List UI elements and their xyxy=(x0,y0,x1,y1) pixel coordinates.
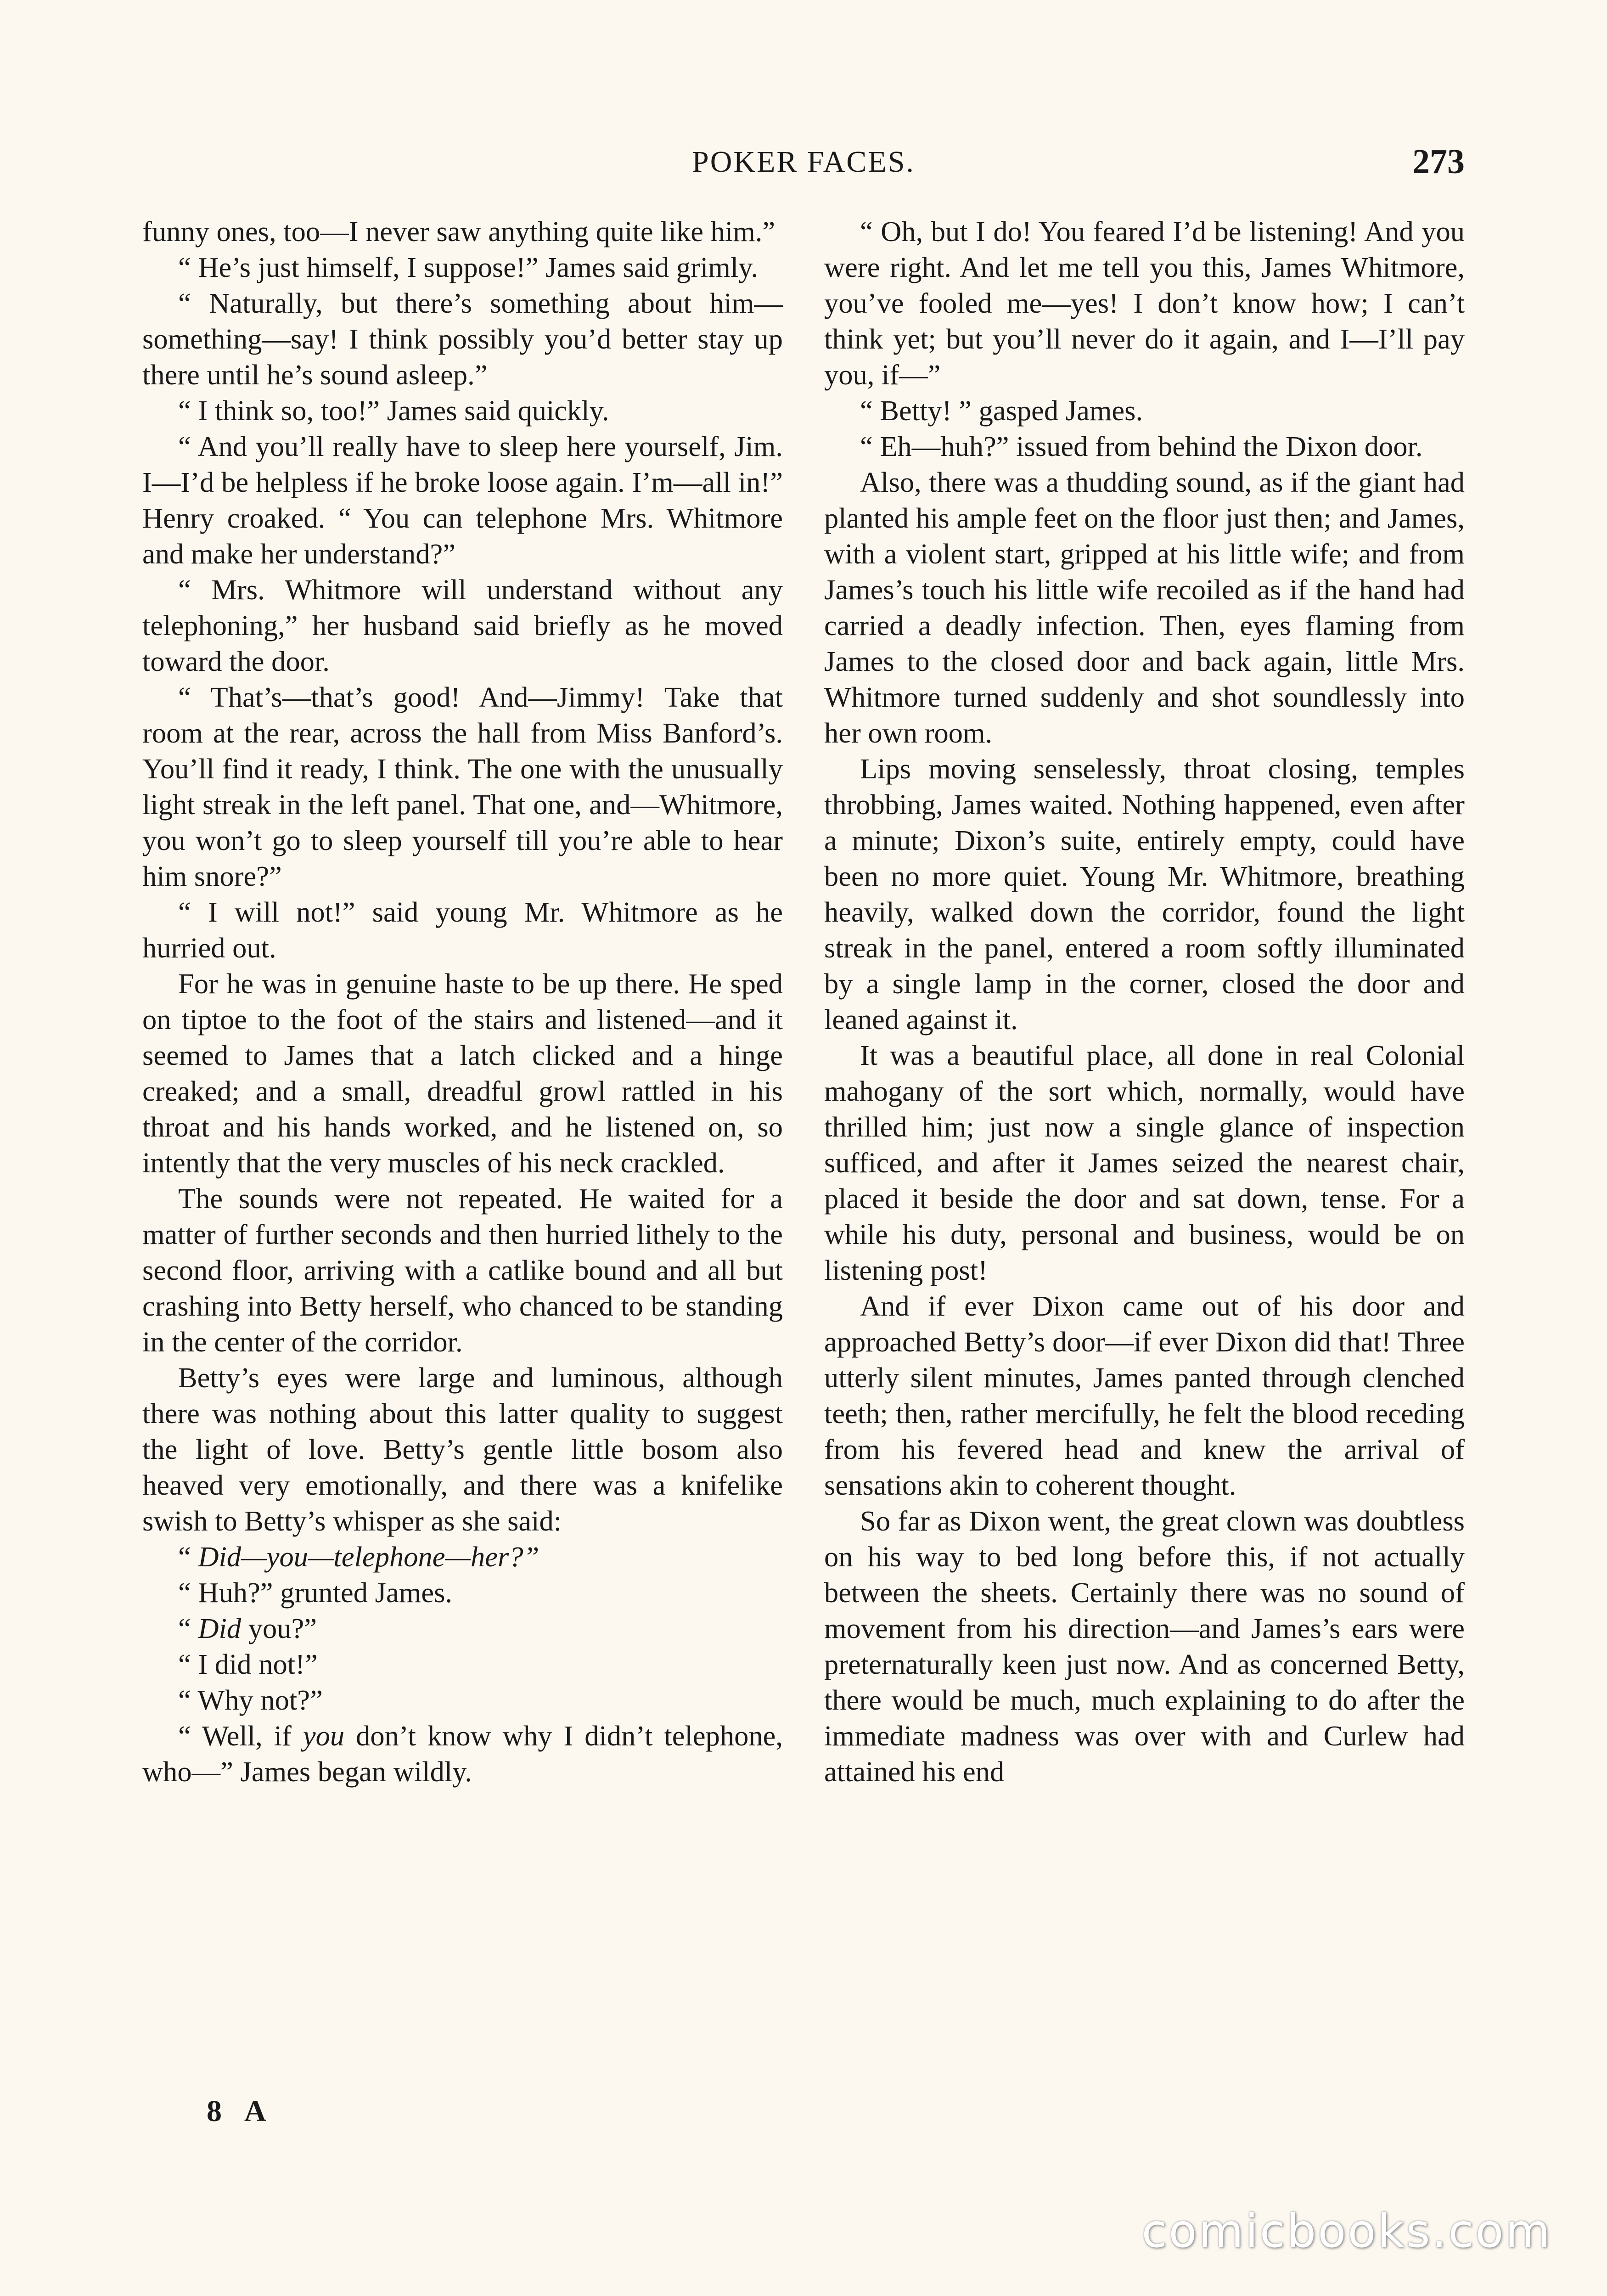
paragraph: “ Huh?” grunted James. xyxy=(178,1576,453,1609)
paragraph: Lips moving senselessly, throat closing, temples throbbing, James waited. Nothing happened, even after a minute; Dixon’s suite, entirely empty, could have been no more quiet. Young Mr. Whitmore, breathing heavily, walked down the corridor, found the light streak in the panel, entered a room softly illuminated by a single lamp in the corner, closed the door and leaned against it. xyxy=(824,753,1465,1035)
paragraph: For he was in genuine haste to be up there. He sped on tiptoe to the foot of the stairs and listened—and it seemed to James that a latch clicked and a hinge creaked; and a small, dreadful growl rattled in his throat and his hands worked, and he listened on, so intently that the very muscles of his neck crackled. xyxy=(142,968,783,1179)
text-span: don’t know why I didn’t telephone, who—” James began wildly. xyxy=(142,1720,783,1788)
paragraph: Also, there was a thudding sound, as if the giant had planted his ample feet on the floor just then; and James, with a violent start, gripped at his little wife; and from James’s touch his little wife recoiled as if the hand had carried a deadly infection. Then, eyes flaming from James to the closed door and back again, little Mrs. Whitmore turned suddenly and shot soundlessly into her own room. xyxy=(824,466,1465,749)
paragraph: funny ones, too—I never saw anything quite like him.” xyxy=(142,215,775,248)
paragraph: “ Mrs. Whitmore will understand without any telephoning,” her husband said briefly as he moved toward the door. xyxy=(142,574,783,677)
running-title: POKER FACES. xyxy=(692,145,915,179)
watermark: comicbooks.com xyxy=(1141,2204,1552,2258)
paragraph: “ Eh—huh?” issued from behind the Dixon door. xyxy=(860,430,1423,462)
text-span: you?” xyxy=(241,1612,317,1644)
paragraph: “ That’s—that’s good! And—Jimmy! Take that room at the rear, across the hall from Miss Banford’s. You’ll find it ready, I think. The one with the unusually light streak in the left panel. That one, and—Whitmore, you won’t go to sleep yourself till you’re able to hear him snore?” xyxy=(142,681,783,892)
dialogue-line: “ Did you?” xyxy=(178,1612,317,1644)
text-span: “ Well, if xyxy=(178,1720,303,1752)
dialogue-line xyxy=(142,1718,783,1790)
italic-dialogue-line: “ Did—you—telephone—her?” xyxy=(178,1541,539,1573)
paragraph: The sounds were not repeated. He waited for a matter of further seconds and then hurried lithely to the second floor, arriving with a catlike bound and all but crashing into Betty herself, who chanced to be standing in the center of the corridor. xyxy=(142,1182,783,1358)
paragraph: “ I will not!” said young Mr. Whitmore as he hurried out. xyxy=(142,896,783,964)
paragraph: “ Why not?” xyxy=(178,1684,323,1716)
paragraph: So far as Dixon went, the great clown was doubtless on his way to bed long before this, if not actually between the sheets. Certainly there was no sound of movement from his direction—and James’s ears were preternaturally keen just now. And as concerned Betty, there would be much, much explaining to do after the immediate madness was over with and Curlew had attained his end xyxy=(824,1505,1465,1788)
page-number: 273 xyxy=(1412,142,1465,181)
italic-text: Did—you—telephone—her?” xyxy=(198,1541,539,1573)
italic-text: you xyxy=(303,1720,345,1752)
left-text-column xyxy=(142,214,783,1790)
paragraph: “ And you’ll really have to sleep here yourself, Jim. I—I’d be helpless if he broke loose again. I’m—all in!” Henry croaked. “ You can telephone Mrs. Whitmore and make her understand?” xyxy=(142,430,783,570)
paragraph: “ Naturally, but there’s something about him—something—say! I think possibly you’d better stay up there until he’s sound asleep.” xyxy=(142,287,783,391)
paragraph: “ Oh, but I do! You feared I’d be listening! And you were right. And let me tell you this, James Whitmore, you’ve fooled me—yes! I don’t know how; I can’t think yet; but you’ll never do it again, and I—I’ll pay you, if—” xyxy=(824,215,1465,391)
right-text-column xyxy=(824,214,1465,1790)
paragraph: “ I did not!” xyxy=(178,1648,318,1680)
paragraph: “ Betty! ” gasped James. xyxy=(860,394,1143,427)
paragraph: Betty’s eyes were large and luminous, although there was nothing about this latter quality to suggest the light of love. Betty’s gentle little bosom also heaved very emotionally, and there was a knifelike swish to Betty’s whisper as she said: xyxy=(142,1362,783,1537)
italic-text: Did xyxy=(198,1612,242,1644)
signature-mark: 8 A xyxy=(207,2094,275,2128)
paragraph: “ He’s just himself, I suppose!” James said grimly. xyxy=(178,251,759,283)
paragraph: It was a beautiful place, all done in real Colonial mahogany of the sort which, normally, would have thrilled him; just now a single glance of inspection sufficed, and after it James seized the nearest chair, placed it beside the door and sat down, tense. For a while his duty, personal and business, would be on listening post! xyxy=(824,1039,1465,1286)
paragraph: And if ever Dixon came out of his door and approached Betty’s door—if ever Dixon did that! Three utterly silent minutes, James panted through clenched teeth; then, rather mercifully, he felt the blood receding from his fevered head and knew the arrival of sensations akin to coherent thought. xyxy=(824,1290,1465,1501)
running-head xyxy=(142,142,1465,191)
paragraph: “ I think so, too!” James said quickly. xyxy=(178,394,609,427)
